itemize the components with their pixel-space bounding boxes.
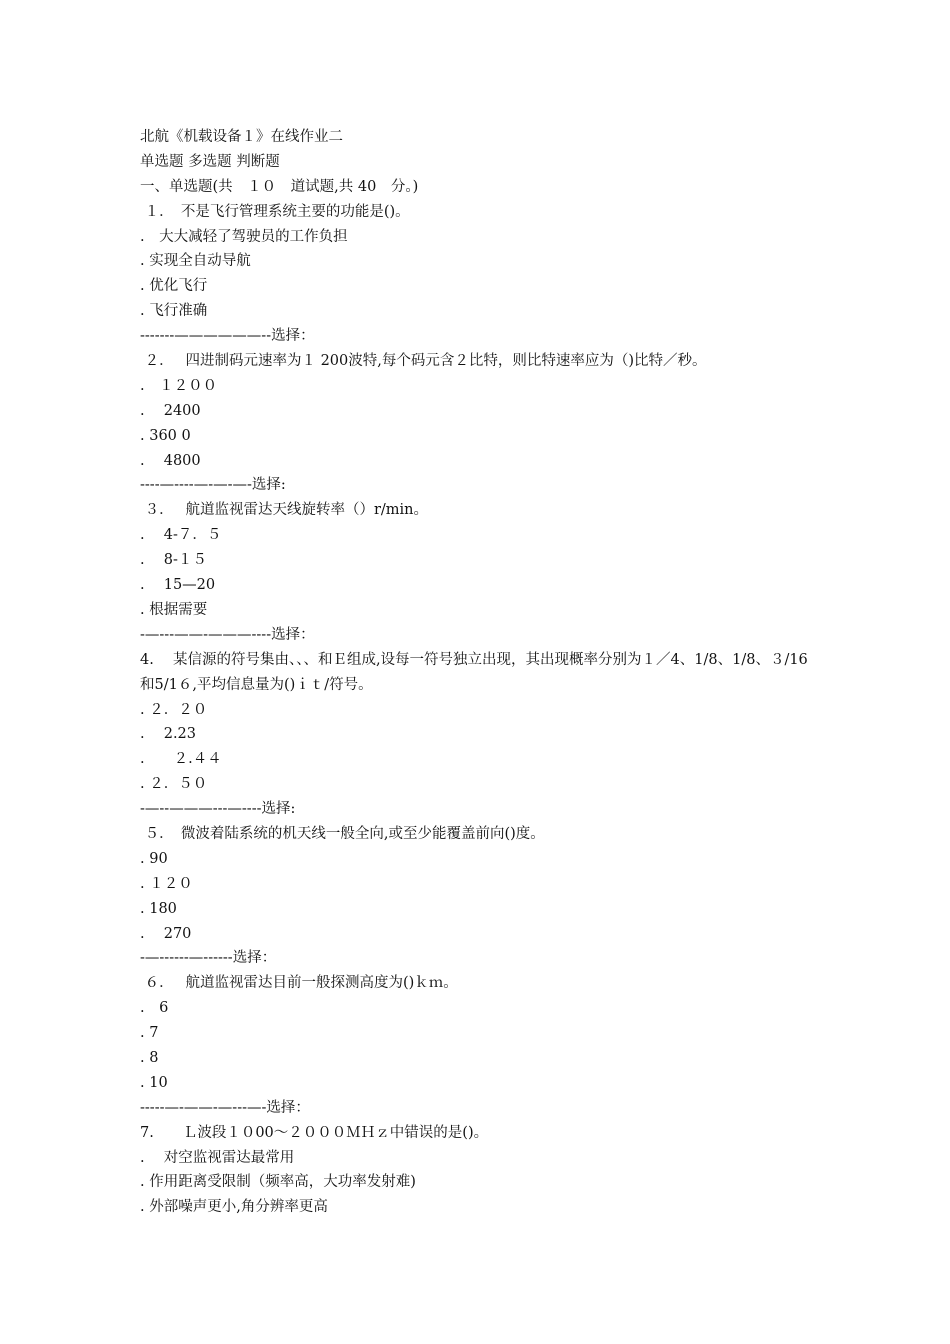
question-block [140,971,820,1120]
option: . １２００ [140,377,218,394]
option: . 10 [140,1074,168,1091]
option: . 8 [140,1049,159,1066]
option: . 360 0 [140,427,191,444]
question-block [140,648,820,822]
section-heading: 一、单选题(共 １０ 道试题,共 40 分。) [140,178,419,195]
option: . 对空监视雷达最常用 [140,1149,295,1166]
option: . 7 [140,1025,159,1042]
option: . 15—20 [140,577,216,594]
option: . 外部噪声更小,角分辨率更高 [140,1199,328,1216]
option: . 2.23 [140,726,197,743]
answer-line: -—---——-———----选择： [140,626,315,643]
option: . 飞行准确 [140,303,208,320]
question-text: １． 不是飞行管理系统主要的功能是()。 [140,203,410,220]
question-block [140,498,820,647]
question-type-nav: 单选题 多选题 判断题 [140,153,280,170]
question-text: 7. Ｌ波段１０00～２０００ＭＨｚ中错误的是()。 [140,1124,489,1141]
answer-line: -----—-——-—---—-选择： [140,1099,310,1116]
question-text: ３． 航道监视雷达天线旋转率（）r/min。 [140,502,429,519]
question-block [140,200,820,349]
option: . 8-１５ [140,552,207,569]
option: . ２．２０ [140,701,208,718]
answer-line: -—------—------选择： [140,950,277,967]
question-text: ６． 航道监视雷达目前一般探测高度为()ｋｍ。 [140,975,458,992]
option: . 2400 [140,402,201,419]
question-block [140,349,820,498]
option: . 实现全自动导航 [140,253,251,270]
option: . 作用距离受限制（频率高，大功率发射难) [140,1174,416,1191]
option: . ２．５０ [140,776,208,793]
question-block [140,1121,820,1221]
option: . 4800 [140,452,201,469]
document-title: 北航《机载设备１》在线作业二 [140,129,343,145]
question-text: ２． 四进制码元速率为１ 200波特,每个码元含２比特，则比特速率应为（)比特／秒。 [140,353,707,370]
option: . 根据需要 [140,601,208,618]
option: . 4-７．５ [140,527,222,544]
option: . 90 [140,850,168,867]
answer-line: ----—----—-—-—-选择: [140,477,286,494]
answer-line: -------——————--选择： [140,328,315,345]
option: . 优化飞行 [140,278,208,295]
question-text: ５． 微波着陆系统的机天线一般全向,或至少能覆盖前向()度。 [140,825,545,842]
question-block [140,822,820,971]
option: . 180 [140,900,177,917]
option: . ２.４４ [140,751,222,768]
option: . 270 [140,925,192,942]
answer-line: -—--———---—----选择: [140,801,296,818]
option: . 6 [140,1000,169,1017]
document-page [140,125,820,1220]
option: . １２０ [140,875,193,892]
question-text: 4. 某信源的符号集由、、、和Ｅ组成,设每一符号独立出现，其出现概率分别为１／4、1/8、1/8、３/16和5/1６,平均信息量为()ｉｔ/符号。 [140,651,808,693]
option: . 大大减轻了驾驶员的工作负担 [140,228,348,245]
